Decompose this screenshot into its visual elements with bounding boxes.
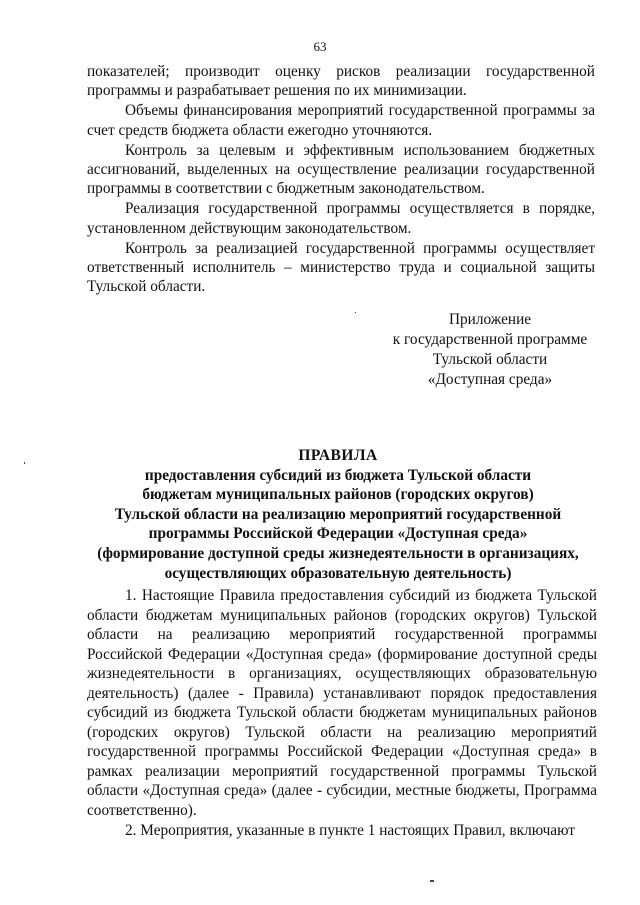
annex-line-4: «Доступная среда» (427, 371, 553, 388)
rules-title-line: бюджетам муниципальных районов (городских округов) (142, 486, 534, 504)
page-number: 63 (313, 39, 327, 54)
rules-title-line: (формирование доступной среды жизнедеятельности в организациях, (97, 544, 579, 562)
annex-line-3: Тульской области (432, 351, 548, 368)
rules-paragraph-1: 1. Настоящие Правила предоставления субсидий из бюджета Тульской области бюджетам муниципальных районов (городских округов) Тульской области на реализацию мероприятий государственной программы Российской Федерации «Доступная среда» (формирование доступной среды жизнедеятельности в организациях, осуществляющих образовательную деятельность) (далее - Правила) устанавливают порядок предоставления субсидий из бюджета Тульской области бюджетам муниципальных районов (городских округов) Тульской области на реализацию мероприятий государственной программы Российской Федерации «Доступная среда» в рамках реализации мероприятий государственной программы Тульской области «Доступная среда» (далее - субсидии, местные бюджеты, Программа соответственно). (87, 587, 597, 819)
scan-speck (355, 312, 356, 313)
paragraph-implementation: Реализация государственной программы осуществляется в порядке, установленном действующим законодательством. (87, 200, 595, 237)
paragraph-financing: Объемы финансирования мероприятий государственной программы за счет средств бюджета области ежегодно уточняются. (87, 102, 595, 139)
annex-line-1: Приложение (448, 311, 532, 328)
scan-speck (24, 462, 25, 464)
rules-paragraph-2: 2. Мероприятия, указанные в пункте 1 настоящих Правил, включают (125, 821, 575, 839)
rules-title-line: Тульской области на реализацию мероприятий государственной (114, 505, 562, 523)
annex-block (380, 310, 600, 390)
paragraph-risk-assessment: показателей; производит оценку рисков реализации государственной программы и разрабатывает решения по их минимизации. (87, 63, 595, 100)
paragraph-program-control: Контроль за реализацией государственной программы осуществляет ответственный исполнитель – министерство труда и социальной защиты Тульской области. (87, 239, 595, 296)
paragraph-budget-control: Контроль за целевым и эффективным использованием бюджетных ассигнований, выделенных на осуществление реализации государственной программы в соответствии с бюджетным законодательством. (87, 141, 595, 198)
rules-title-line: осуществляющих образовательную деятельность) (164, 564, 512, 582)
rules-title-line: предоставления субсидий из бюджета Тульской области (144, 466, 532, 484)
rules-title-line: программы Российской Федерации «Доступная среда» (148, 525, 528, 543)
scan-speck (430, 880, 434, 882)
intro-section (87, 62, 595, 297)
rules-title-main: ПРАВИЛА (298, 447, 378, 464)
rules-title (60, 446, 616, 583)
annex-line-2: к государственной программе (392, 331, 588, 348)
rules-section (87, 586, 597, 840)
